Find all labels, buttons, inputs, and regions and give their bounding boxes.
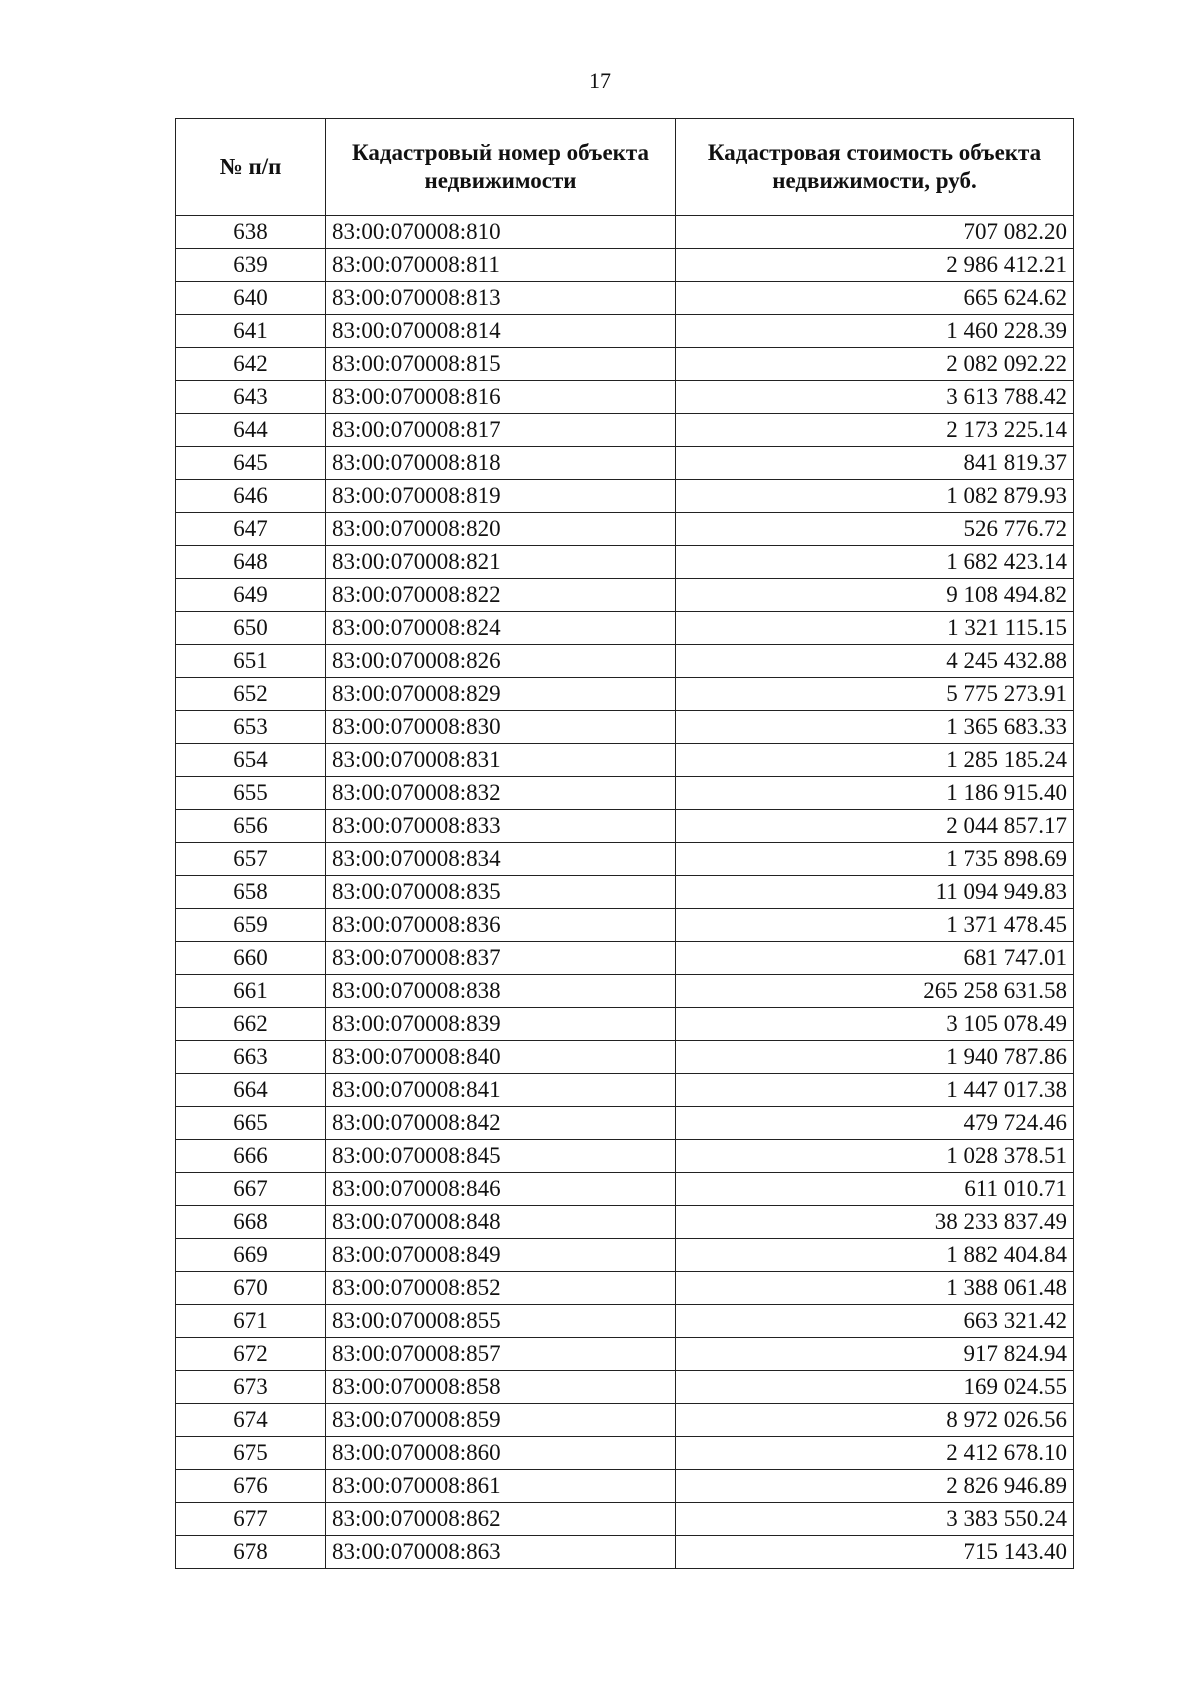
table-row (176, 1338, 1074, 1371)
cadastral-value-cell: 1 682 423.14 (676, 546, 1074, 579)
cadastral-number-cell: 83:00:070008:815 (326, 348, 676, 381)
cadastral-number-cell: 83:00:070008:857 (326, 1338, 676, 1371)
table-row (176, 1305, 1074, 1338)
cadastral-value-cell: 8 972 026.56 (676, 1404, 1074, 1437)
table-row (176, 414, 1074, 447)
table-row (176, 579, 1074, 612)
table-row (176, 876, 1074, 909)
table-row (176, 249, 1074, 282)
cadastral-value-table (175, 118, 1074, 1569)
header-row-number: № п/п (176, 119, 326, 216)
row-number-cell: 662 (176, 1008, 326, 1041)
page-number: 17 (589, 68, 611, 93)
row-number-cell: 668 (176, 1206, 326, 1239)
cadastral-value-cell: 715 143.40 (676, 1536, 1074, 1569)
row-number-cell: 664 (176, 1074, 326, 1107)
row-number-cell: 659 (176, 909, 326, 942)
table-row (176, 513, 1074, 546)
row-number-cell: 671 (176, 1305, 326, 1338)
row-number-cell: 670 (176, 1272, 326, 1305)
cadastral-number-cell: 83:00:070008:852 (326, 1272, 676, 1305)
cadastral-value-cell: 2 826 946.89 (676, 1470, 1074, 1503)
cadastral-value-cell: 4 245 432.88 (676, 645, 1074, 678)
cadastral-value-cell: 2 044 857.17 (676, 810, 1074, 843)
cadastral-value-cell: 1 940 787.86 (676, 1041, 1074, 1074)
table-body (176, 216, 1074, 1569)
cadastral-number-cell: 83:00:070008:824 (326, 612, 676, 645)
cadastral-number-cell: 83:00:070008:811 (326, 249, 676, 282)
row-number-cell: 642 (176, 348, 326, 381)
cadastral-number-cell: 83:00:070008:837 (326, 942, 676, 975)
row-number-cell: 653 (176, 711, 326, 744)
row-number-cell: 648 (176, 546, 326, 579)
row-number-cell: 646 (176, 480, 326, 513)
table-row (176, 1074, 1074, 1107)
cadastral-number-cell: 83:00:070008:862 (326, 1503, 676, 1536)
row-number-cell: 657 (176, 843, 326, 876)
row-number-cell: 673 (176, 1371, 326, 1404)
table-row (176, 480, 1074, 513)
row-number-cell: 678 (176, 1536, 326, 1569)
row-number-cell: 656 (176, 810, 326, 843)
table-row (176, 1008, 1074, 1041)
cadastral-number-cell: 83:00:070008:831 (326, 744, 676, 777)
table-row (176, 282, 1074, 315)
cadastral-number-cell: 83:00:070008:816 (326, 381, 676, 414)
table-row (176, 1041, 1074, 1074)
table-row (176, 1272, 1074, 1305)
row-number-cell: 674 (176, 1404, 326, 1437)
cadastral-number-cell: 83:00:070008:855 (326, 1305, 676, 1338)
cadastral-value-cell: 1 447 017.38 (676, 1074, 1074, 1107)
cadastral-value-cell: 3 105 078.49 (676, 1008, 1074, 1041)
cadastral-value-cell: 2 986 412.21 (676, 249, 1074, 282)
table-row (176, 1503, 1074, 1536)
table-row (176, 1371, 1074, 1404)
row-number-cell: 638 (176, 216, 326, 249)
cadastral-number-cell: 83:00:070008:863 (326, 1536, 676, 1569)
cadastral-number-cell: 83:00:070008:839 (326, 1008, 676, 1041)
cadastral-value-cell: 1 285 185.24 (676, 744, 1074, 777)
cadastral-number-cell: 83:00:070008:820 (326, 513, 676, 546)
cadastral-number-cell: 83:00:070008:814 (326, 315, 676, 348)
table-row (176, 1173, 1074, 1206)
cadastral-number-cell: 83:00:070008:833 (326, 810, 676, 843)
table-row (176, 612, 1074, 645)
row-number-cell: 643 (176, 381, 326, 414)
cadastral-number-cell: 83:00:070008:818 (326, 447, 676, 480)
cadastral-value-cell: 1 028 378.51 (676, 1140, 1074, 1173)
table-row (176, 777, 1074, 810)
cadastral-value-cell: 841 819.37 (676, 447, 1074, 480)
cadastral-number-cell: 83:00:070008:848 (326, 1206, 676, 1239)
cadastral-value-cell: 11 094 949.83 (676, 876, 1074, 909)
cadastral-value-cell: 38 233 837.49 (676, 1206, 1074, 1239)
table-header (176, 119, 1074, 216)
cadastral-number-cell: 83:00:070008:842 (326, 1107, 676, 1140)
table-row (176, 1107, 1074, 1140)
cadastral-value-cell: 5 775 273.91 (676, 678, 1074, 711)
cadastral-number-cell: 83:00:070008:826 (326, 645, 676, 678)
table-row (176, 1470, 1074, 1503)
row-number-cell: 644 (176, 414, 326, 447)
cadastral-number-cell: 83:00:070008:858 (326, 1371, 676, 1404)
cadastral-number-cell: 83:00:070008:821 (326, 546, 676, 579)
row-number-cell: 675 (176, 1437, 326, 1470)
row-number-cell: 652 (176, 678, 326, 711)
row-number-cell: 649 (176, 579, 326, 612)
cadastral-value-cell: 1 882 404.84 (676, 1239, 1074, 1272)
cadastral-number-cell: 83:00:070008:830 (326, 711, 676, 744)
table-row (176, 1206, 1074, 1239)
row-number-cell: 676 (176, 1470, 326, 1503)
cadastral-value-cell: 1 371 478.45 (676, 909, 1074, 942)
table-row (176, 216, 1074, 249)
cadastral-value-cell: 169 024.55 (676, 1371, 1074, 1404)
cadastral-number-cell: 83:00:070008:832 (326, 777, 676, 810)
cadastral-number-cell: 83:00:070008:836 (326, 909, 676, 942)
cadastral-number-cell: 83:00:070008:859 (326, 1404, 676, 1437)
cadastral-number-cell: 83:00:070008:838 (326, 975, 676, 1008)
cadastral-value-cell: 526 776.72 (676, 513, 1074, 546)
cadastral-number-cell: 83:00:070008:817 (326, 414, 676, 447)
table-row (176, 315, 1074, 348)
row-number-cell: 655 (176, 777, 326, 810)
cadastral-value-cell: 663 321.42 (676, 1305, 1074, 1338)
table-row (176, 942, 1074, 975)
table-row (176, 1239, 1074, 1272)
cadastral-value-cell: 1 082 879.93 (676, 480, 1074, 513)
cadastral-number-cell: 83:00:070008:845 (326, 1140, 676, 1173)
row-number-cell: 640 (176, 282, 326, 315)
cadastral-value-cell: 1 735 898.69 (676, 843, 1074, 876)
cadastral-value-cell: 1 321 115.15 (676, 612, 1074, 645)
row-number-cell: 650 (176, 612, 326, 645)
row-number-cell: 658 (176, 876, 326, 909)
row-number-cell: 666 (176, 1140, 326, 1173)
table-row (176, 744, 1074, 777)
cadastral-value-cell: 3 613 788.42 (676, 381, 1074, 414)
table-row (176, 546, 1074, 579)
cadastral-value-cell: 1 186 915.40 (676, 777, 1074, 810)
row-number-cell: 677 (176, 1503, 326, 1536)
row-number-cell: 672 (176, 1338, 326, 1371)
cadastral-value-cell: 665 624.62 (676, 282, 1074, 315)
table-row (176, 1140, 1074, 1173)
cadastral-value-cell: 1 388 061.48 (676, 1272, 1074, 1305)
cadastral-value-cell: 265 258 631.58 (676, 975, 1074, 1008)
cadastral-value-cell: 2 082 092.22 (676, 348, 1074, 381)
table-row (176, 909, 1074, 942)
row-number-cell: 651 (176, 645, 326, 678)
table-row (176, 678, 1074, 711)
cadastral-number-cell: 83:00:070008:841 (326, 1074, 676, 1107)
table-row (176, 711, 1074, 744)
row-number-cell: 654 (176, 744, 326, 777)
cadastral-number-cell: 83:00:070008:861 (326, 1470, 676, 1503)
table-row (176, 843, 1074, 876)
row-number-cell: 665 (176, 1107, 326, 1140)
row-number-cell: 647 (176, 513, 326, 546)
table-row (176, 381, 1074, 414)
table-row (176, 975, 1074, 1008)
table-row (176, 810, 1074, 843)
cadastral-value-cell: 611 010.71 (676, 1173, 1074, 1206)
row-number-cell: 661 (176, 975, 326, 1008)
cadastral-number-cell: 83:00:070008:834 (326, 843, 676, 876)
cadastral-value-cell: 479 724.46 (676, 1107, 1074, 1140)
cadastral-number-cell: 83:00:070008:810 (326, 216, 676, 249)
cadastral-value-cell: 9 108 494.82 (676, 579, 1074, 612)
cadastral-value-cell: 917 824.94 (676, 1338, 1074, 1371)
table-row (176, 348, 1074, 381)
row-number-cell: 645 (176, 447, 326, 480)
row-number-cell: 639 (176, 249, 326, 282)
cadastral-number-cell: 83:00:070008:849 (326, 1239, 676, 1272)
header-cadastral-number: Кадастровый номер объекта недвижимости (326, 119, 676, 216)
row-number-cell: 660 (176, 942, 326, 975)
row-number-cell: 663 (176, 1041, 326, 1074)
row-number-cell: 669 (176, 1239, 326, 1272)
cadastral-value-cell: 1 460 228.39 (676, 315, 1074, 348)
row-number-cell: 641 (176, 315, 326, 348)
header-cadastral-value: Кадастровая стоимость объекта недвижимости, руб. (676, 119, 1074, 216)
table-row (176, 447, 1074, 480)
cadastral-number-cell: 83:00:070008:819 (326, 480, 676, 513)
cadastral-number-cell: 83:00:070008:846 (326, 1173, 676, 1206)
cadastral-value-cell: 3 383 550.24 (676, 1503, 1074, 1536)
cadastral-value-cell: 2 412 678.10 (676, 1437, 1074, 1470)
cadastral-value-cell: 1 365 683.33 (676, 711, 1074, 744)
table-row (176, 1404, 1074, 1437)
cadastral-number-cell: 83:00:070008:860 (326, 1437, 676, 1470)
cadastral-number-cell: 83:00:070008:829 (326, 678, 676, 711)
cadastral-value-cell: 681 747.01 (676, 942, 1074, 975)
cadastral-value-cell: 707 082.20 (676, 216, 1074, 249)
cadastral-value-cell: 2 173 225.14 (676, 414, 1074, 447)
row-number-cell: 667 (176, 1173, 326, 1206)
cadastral-number-cell: 83:00:070008:813 (326, 282, 676, 315)
table-row (176, 645, 1074, 678)
table-row (176, 1536, 1074, 1569)
cadastral-number-cell: 83:00:070008:835 (326, 876, 676, 909)
table-row (176, 1437, 1074, 1470)
cadastral-number-cell: 83:00:070008:840 (326, 1041, 676, 1074)
table-header-row (176, 119, 1074, 216)
cadastral-number-cell: 83:00:070008:822 (326, 579, 676, 612)
